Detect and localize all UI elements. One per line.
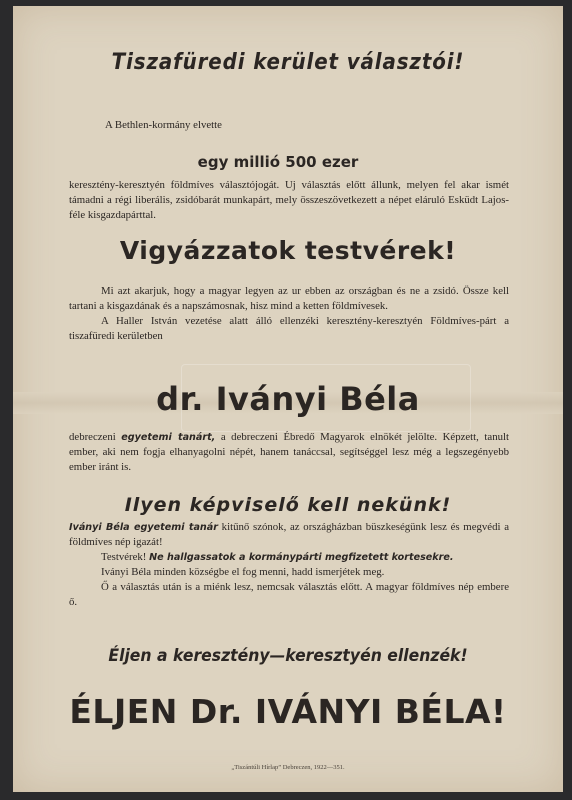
paragraph-3-pre: debreczeni: [69, 431, 122, 443]
paragraph-2a: Mi azt akarjuk, hogy a magyar legyen az ur ebben az országban és ne a zsidó. Össze kell tartani a kisgazdának és a napszámosnak, hisz mind a ketten földmívesek.: [69, 285, 509, 312]
intro-line: A Bethlen-kormány elvette: [105, 119, 222, 131]
paragraph-5-pre: Testvérek!: [101, 551, 150, 563]
poster-sheet: [13, 6, 563, 792]
paragraph-3: [69, 430, 509, 475]
paragraph-3-post: a debreczeni Ébredő Magyarok elnökét jelölte. Képzett, tanult ember, aki nem fogja elhanyagolni népét, hanem tanáccsal, segítséggel lesz még a legszegényebb ember iránt is.: [69, 431, 509, 473]
paragraph-2b: A Haller István vezetése alatt álló ellenzéki keresztény-keresztyén Földmíves-párt a tiszafüredi kerületben: [69, 315, 509, 342]
printer-imprint: „Tiszántúli Hírlap” Debreczen, 1922—351.: [231, 764, 345, 771]
paragraph-4-em: Iványi Béla egyetemi tanár: [69, 522, 218, 533]
number-line: egy millió 500 ezer: [197, 153, 359, 171]
paragraph-1: keresztény-keresztyén földmíves választójogát. Uj választás előtt állunk, melyen fel akar ismét támadni a régi liberális, zsidóbarát munkapárt, mely összeszövetkezett a népet eláruló Esküdt Lajos-féle kisgazdapárttal.: [69, 179, 509, 221]
poster-title: Tiszafüredi kerület választói!: [111, 50, 465, 75]
paragraph-2: [69, 284, 509, 344]
paragraph-4-post: kitűnő szónok, az országházban büszkeségünk lesz és megvédi a földmíves nép igazát!: [69, 521, 509, 548]
final-slogan: ÉLJEN Dr. IVÁNYI BÉLA!: [69, 692, 507, 731]
paragraph-block-4: [69, 520, 509, 610]
heading-warning: Vigyázzatok testvérek!: [119, 236, 457, 265]
candidate-name: dr. Iványi Béla: [156, 380, 420, 418]
slogan: Éljen a keresztény—keresztyén ellenzék!: [108, 646, 468, 666]
paragraph-5-em: Ne hallgassatok a kormánypárti megfizetett kortesekre.: [149, 552, 454, 563]
paragraph-6: Iványi Béla minden községbe el fog menni, hadd ismerjétek meg.: [101, 566, 385, 578]
paragraph-3-em: egyetemi tanárt,: [121, 432, 216, 443]
paragraph-7: Ő a választás után is a miénk lesz, nemcsak választás előtt. A magyar földmíves nép embere ő.: [69, 581, 509, 608]
heading-representative: Ilyen képviselő kell nekünk!: [124, 494, 452, 516]
